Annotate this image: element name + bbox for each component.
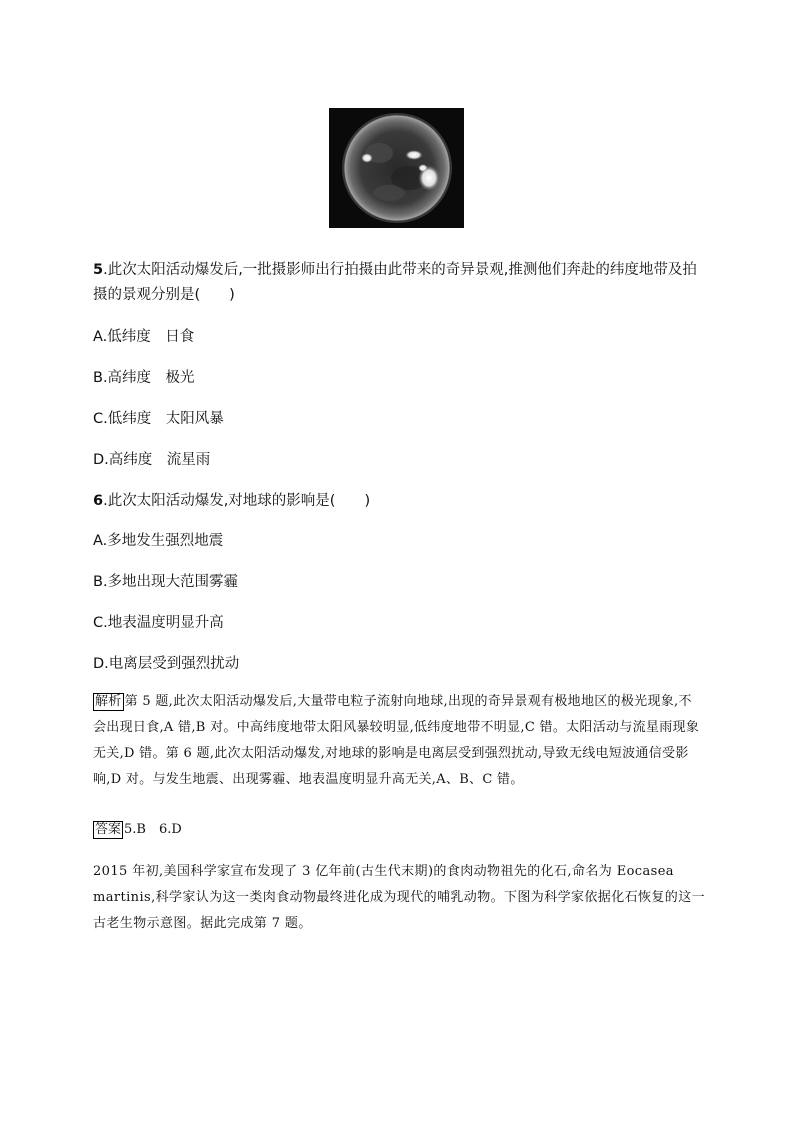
question-6-stem [93,489,703,514]
q6-option-b[interactable]: B.多地出现大范围雾霾 [93,574,239,590]
q6-option-c[interactable]: C.地表温度明显升高 [93,615,224,631]
q5-option-c[interactable]: C.低纬度 太阳风暴 [93,411,224,427]
reading-passage: 2015 年初,美国科学家宣布发现了 3 亿年前(古生代末期)的食肉动物祖先的化石,命名为 Eocasea martinis,科学家认为这一类肉食动物最终进化成为现代的哺乳动物。下图为科学家依据化石恢复的这一古老生物示意图。据此完成第 7 题。 [93,864,706,931]
question-text: .此次太阳活动爆发后,一批摄影师出行拍摄由此带来的奇异景观,推测他们奔赴的纬度地带及拍摄的景观分别是( ) [93,262,697,303]
sun-activity-image [329,108,464,228]
answer-tag: 答案 [95,822,122,837]
q6-option-a[interactable]: A.多地发生强烈地震 [93,533,224,549]
answer-text: 5.B 6.D [124,822,182,837]
q5-option-d[interactable]: D.高纬度 流星雨 [93,452,211,468]
q5-option-b[interactable]: B.高纬度 极光 [93,370,195,386]
question-5-stem [93,258,703,308]
sun-icon [329,108,464,228]
analysis-tag: 解析 [95,694,122,709]
question-number: 6 [93,493,104,509]
answer-block [93,820,182,840]
question-number: 5 [93,262,104,278]
q5-option-a[interactable]: A.低纬度 日食 [93,329,195,345]
analysis-block [93,689,703,793]
analysis-text: 第 5 题,此次太阳活动爆发后,大量带电粒子流射向地球,出现的奇异景观有极地地区的极光现象,不会出现日食,A 错,B 对。中高纬度地带太阳风暴较明显,低纬度地带不明显,C 错。太阳活动与流星雨现象无关,D 错。第 6 题,此次太阳活动爆发,对地球的影响是电离层受到强烈扰动,导致无线电短波通信受影响,D 对。与发生地震、出现雾霾、地表温度明显升高无关,A、B、C 错。 [93,694,700,787]
question-text: .此次太阳活动爆发,对地球的影响是( ) [103,493,371,509]
q6-option-d[interactable]: D.电离层受到强烈扰动 [93,656,240,672]
